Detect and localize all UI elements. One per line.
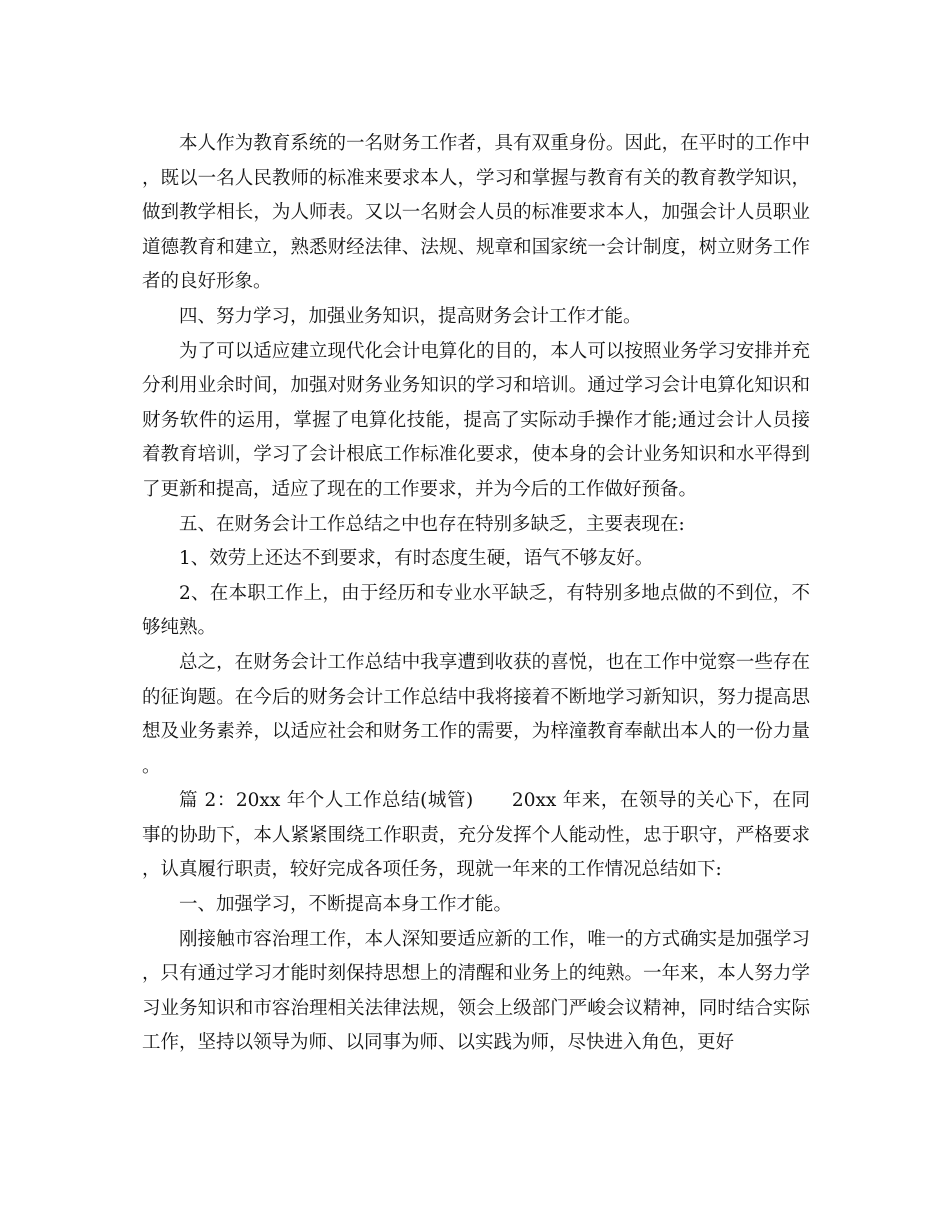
paragraph-3: 为了可以适应建立现代化会计电算化的目的，本人可以按照业务学习安排并充分利用业余时间，加强对财务业务知识的学习和培训。通过学习会计电算化知识和财务软件的运用，掌握了电算化技能，提高了实际动手操作才能;通过会计人员接着教育培训，学习了会计根底工作标准化要求，使本身的会计业务知识和水平得到了更新和提高，适应了现在的工作要求，并为今后的工作做好预备。 [142,340,810,500]
paragraph-8: 篇 2：20xx 年个人工作总结(城管) 20xx 年来，在领导的关心下，在同事的协助下，本人紧紧围绕工作职责，充分发挥个人能动性，忠于职守，严格要求，认真履行职责，较好完成各项任务，现就一年来的工作情况总结如下: [142,790,810,881]
paragraph-2: 四、努力学习，加强业务知识，提高财务会计工作才能。 [179,305,642,327]
paragraph-4: 五、在财务会计工作总结之中也存在特别多缺乏，主要表现在: [179,513,685,535]
document-body [142,127,810,1061]
paragraph-9: 一、加强学习，不断提高本身工作才能。 [179,894,513,916]
paragraph-5: 1、效劳上还达不到要求，有时态度生硬，语气不够友好。 [179,548,654,570]
paragraph-1: 本人作为教育系统的一名财务工作者，具有双重身份。因此，在平时的工作中，既以一名人民教师的标准来要求本人，学习和掌握与教育有关的教育教学知识，做到教学相长，为人师表。又以一名财会人员的标准要求本人，加强会计人员职业道德教育和建立，熟悉财经法律、法规、规章和国家统一会计制度，树立财务工作者的良好形象。 [142,133,810,293]
paragraph-10: 刚接触市容治理工作，本人深知要适应新的工作，唯一的方式确实是加强学习，只有通过学习才能时刻保持思想上的清醒和业务上的纯熟。一年来，本人努力学习业务知识和市容治理相关法律法规，领会上级部门严峻会议精神，同时结合实际工作，坚持以领导为师、以同事为师、以实践为师，尽快进入角色，更好 [142,928,810,1054]
paragraph-7: 总之，在财务会计工作总结中我享遭到收获的喜悦，也在工作中觉察一些存在的征询题。在今后的财务会计工作总结中我将接着不断地学习新知识，努力提高思想及业务素养，以适应社会和财务工作的需要，为梓潼教育奉献出本人的一份力量。 [142,651,810,777]
paragraph-6: 2、在本职工作上，由于经历和专业水平缺乏，有特别多地点做的不到位，不够纯熟。 [142,582,810,639]
